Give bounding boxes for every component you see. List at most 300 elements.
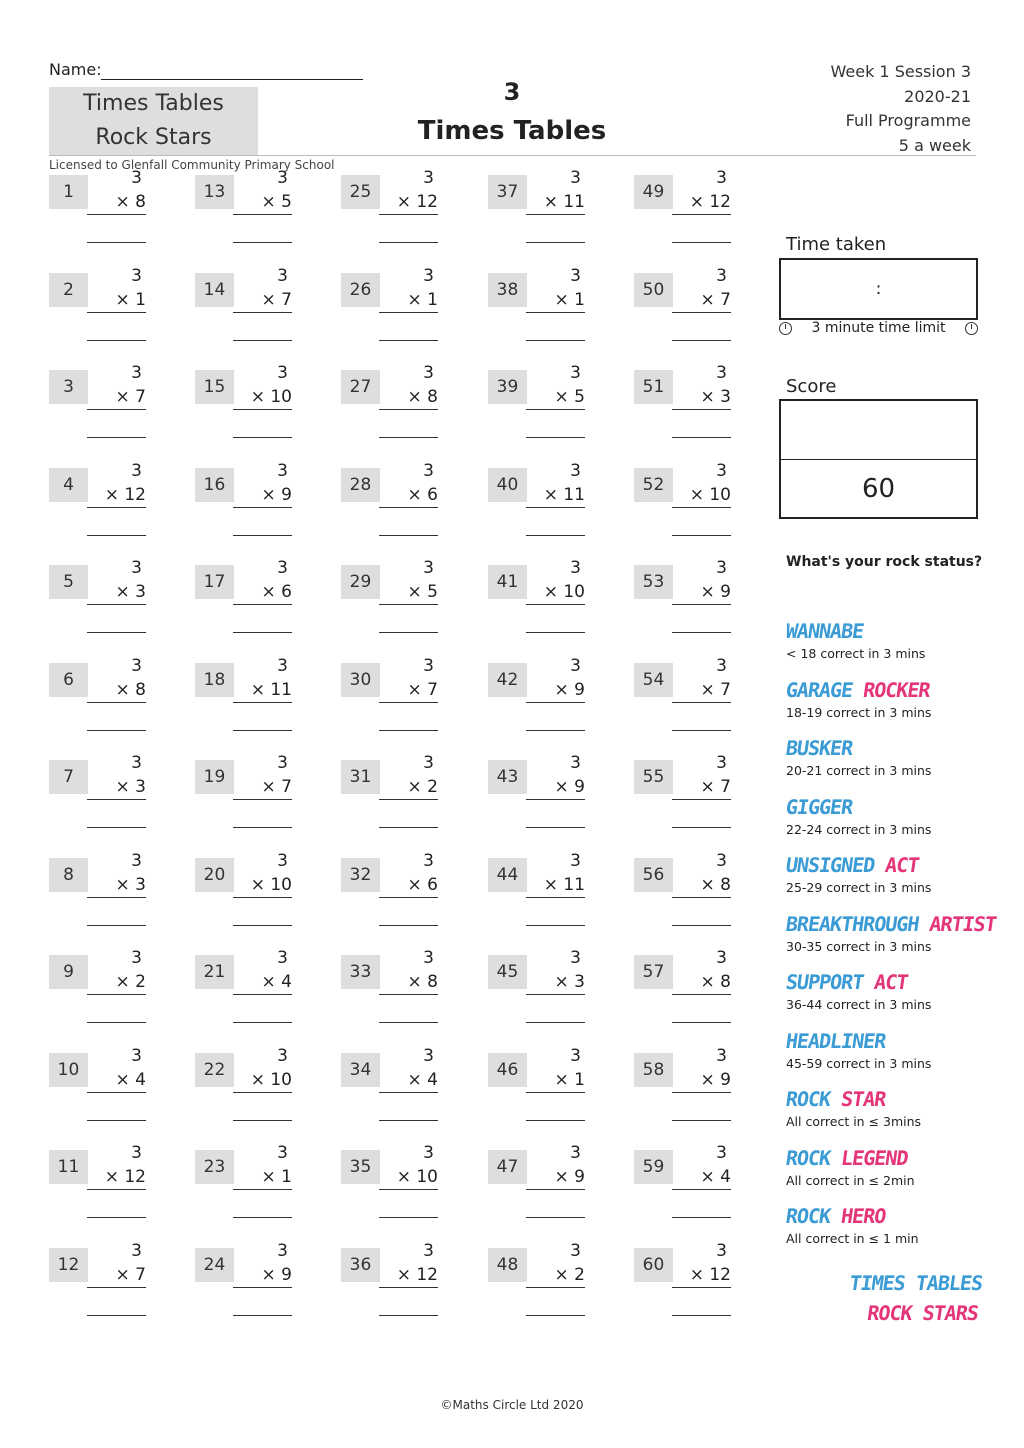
rock-level <box>786 1028 1016 1071</box>
clock-icon <box>779 322 792 335</box>
question-multiplicand: 3 <box>570 363 581 383</box>
question-multiplicand: 3 <box>570 558 581 578</box>
answer-field[interactable] <box>87 340 146 341</box>
question-item <box>49 850 159 938</box>
question-multiplier: × 1 <box>526 1070 585 1093</box>
answer-field[interactable] <box>233 437 292 438</box>
answer-field[interactable] <box>379 632 438 633</box>
answer-field[interactable] <box>672 437 731 438</box>
question-multiplier: × 5 <box>379 582 438 605</box>
level-title <box>784 677 1018 703</box>
question-item <box>49 265 159 353</box>
answer-field[interactable] <box>87 1120 146 1121</box>
question-number: 6 <box>49 663 88 697</box>
question-multiplicand: 3 <box>570 1045 581 1066</box>
question-multiplicand: 3 <box>570 168 581 188</box>
question-multiplicand: 3 <box>131 655 142 676</box>
answer-field[interactable] <box>87 437 146 438</box>
question-multiplier: × 12 <box>379 1265 438 1288</box>
level-title-part: ROCK <box>784 1204 843 1228</box>
question-multiplicand: 3 <box>423 168 434 188</box>
question-multiplicand: 3 <box>131 558 142 578</box>
time-limit <box>779 320 978 336</box>
question-item <box>49 655 159 743</box>
question-multiplier: × 10 <box>233 875 292 898</box>
answer-field[interactable] <box>526 1217 585 1218</box>
question-multiplier: × 7 <box>672 777 731 800</box>
header-divider <box>49 155 976 156</box>
rock-level <box>786 852 1016 895</box>
question-number: 39 <box>488 370 527 404</box>
question-multiplicand: 3 <box>570 1240 581 1261</box>
level-description: 22-24 correct in 3 mins <box>786 821 932 837</box>
rock-level <box>786 1203 1016 1246</box>
question-number: 1 <box>49 175 88 209</box>
question-number: 37 <box>488 175 527 209</box>
answer-field[interactable] <box>379 1120 438 1121</box>
question-item <box>634 1143 744 1230</box>
question-item <box>341 655 451 743</box>
question-item <box>195 850 305 938</box>
question-multiplicand: 3 <box>131 363 142 383</box>
question-multiplicand: 3 <box>277 753 288 773</box>
level-description: All correct in ≤ 1 min <box>786 1231 919 1246</box>
question-item <box>634 753 744 840</box>
question-multiplicand: 3 <box>716 460 727 481</box>
answer-field[interactable] <box>379 1217 438 1218</box>
question-number: 5 <box>49 565 88 599</box>
answer-field[interactable] <box>672 827 731 828</box>
question-multiplier: × 3 <box>672 387 731 410</box>
question-multiplier: × 8 <box>87 680 146 703</box>
question-item <box>341 1143 451 1230</box>
question-item <box>634 558 744 645</box>
answer-field[interactable] <box>672 242 731 243</box>
level-description: 20-21 correct in 3 mins <box>786 763 932 778</box>
question-number: 56 <box>634 858 673 892</box>
answer-field[interactable] <box>672 925 731 926</box>
brand-line-1: Times Tables <box>83 91 224 116</box>
question-multiplier: × 8 <box>87 192 146 215</box>
question-multiplicand: 3 <box>131 850 142 871</box>
question-multiplicand: 3 <box>131 460 142 481</box>
question-multiplier: × 7 <box>87 387 146 410</box>
question-item <box>195 265 305 353</box>
name-field[interactable] <box>101 79 363 80</box>
level-title-part: SUPPORT <box>784 970 877 994</box>
question-multiplier: × 10 <box>526 582 585 605</box>
question-multiplier: × 12 <box>672 192 731 215</box>
question-number: 16 <box>195 468 234 502</box>
question-multiplier: × 2 <box>526 1265 585 1288</box>
answer-field[interactable] <box>379 340 438 341</box>
question-multiplier: × 9 <box>233 1265 292 1288</box>
answer-field[interactable] <box>672 1217 731 1218</box>
question-multiplicand: 3 <box>131 753 142 773</box>
level-title-part: HEADLINER <box>784 1028 888 1053</box>
question-multiplier: × 7 <box>672 680 731 703</box>
question-item <box>195 753 305 840</box>
question-item <box>634 460 744 548</box>
answer-field[interactable] <box>87 925 146 926</box>
question-number: 22 <box>195 1053 234 1087</box>
level-description: All correct in ≤ 2min <box>786 1172 915 1188</box>
level-title <box>784 852 1018 878</box>
question-multiplicand: 3 <box>131 168 142 188</box>
question-multiplier: × 1 <box>526 290 585 313</box>
answer-field[interactable] <box>526 827 585 828</box>
question-item <box>634 948 744 1035</box>
question-item <box>488 1045 598 1133</box>
question-number: 53 <box>634 565 673 599</box>
question-item <box>195 1045 305 1133</box>
question-number: 9 <box>49 955 88 989</box>
question-number: 20 <box>195 858 234 892</box>
question-item <box>195 558 305 645</box>
answer-field[interactable] <box>526 1315 585 1316</box>
question-multiplicand: 3 <box>423 363 434 383</box>
answer-field[interactable] <box>672 632 731 633</box>
question-multiplicand: 3 <box>716 1240 727 1261</box>
question-item <box>195 655 305 743</box>
answer-field[interactable] <box>233 1315 292 1316</box>
logo-line-2: ROCK STARS <box>865 1301 980 1325</box>
answer-field[interactable] <box>233 1022 292 1023</box>
answer-field[interactable] <box>87 827 146 828</box>
question-item <box>341 850 451 938</box>
answer-field[interactable] <box>379 827 438 828</box>
question-multiplier: × 9 <box>672 1070 731 1093</box>
question-multiplicand: 3 <box>570 1143 581 1163</box>
question-number: 15 <box>195 370 234 404</box>
question-item <box>634 850 744 938</box>
frequency: 5 a week <box>898 135 971 155</box>
question-multiplicand: 3 <box>716 265 727 286</box>
level-title <box>784 969 1018 995</box>
question-item <box>341 460 451 548</box>
question-multiplicand: 3 <box>277 558 288 578</box>
question-number: 13 <box>195 175 234 209</box>
question-multiplicand: 3 <box>131 1045 142 1066</box>
answer-field[interactable] <box>233 340 292 341</box>
answer-field[interactable] <box>87 1217 146 1218</box>
question-multiplicand: 3 <box>277 1045 288 1066</box>
question-item <box>49 1240 159 1328</box>
question-multiplicand: 3 <box>716 655 727 676</box>
question-number: 14 <box>195 273 234 307</box>
level-title-part: BUSKER <box>784 736 854 760</box>
question-multiplier: × 10 <box>233 387 292 410</box>
question-multiplier: × 11 <box>233 680 292 703</box>
copyright: ©Maths Circle Ltd 2020 <box>440 1398 584 1412</box>
answer-field[interactable] <box>87 535 146 536</box>
name-label: Name: <box>49 60 102 79</box>
question-number: 23 <box>195 1150 234 1184</box>
question-multiplier: × 3 <box>87 777 146 800</box>
answer-field[interactable] <box>233 1120 292 1121</box>
rock-level <box>786 735 1016 778</box>
answer-field[interactable] <box>526 437 585 438</box>
question-number: 52 <box>634 468 673 502</box>
level-description: 30-35 correct in 3 mins <box>786 938 932 954</box>
question-multiplicand: 3 <box>716 363 727 383</box>
question-item <box>195 1143 305 1230</box>
question-number: 29 <box>341 565 380 599</box>
level-title-part: ARTIST <box>927 911 998 936</box>
level-title <box>784 911 1018 937</box>
question-item <box>341 753 451 840</box>
question-number: 31 <box>341 760 380 794</box>
question-number: 19 <box>195 760 234 794</box>
time-limit-text: 3 minute time limit <box>811 320 946 336</box>
question-multiplicand: 3 <box>423 850 434 871</box>
question-item <box>195 460 305 548</box>
question-item <box>49 753 159 840</box>
rock-level <box>786 969 1016 1012</box>
answer-field[interactable] <box>672 340 731 341</box>
rock-level <box>786 911 1016 954</box>
logo-line-1: TIMES TABLES <box>847 1271 984 1295</box>
question-number: 24 <box>195 1248 234 1282</box>
week-session: Week 1 Session 3 <box>830 62 971 81</box>
answer-field[interactable] <box>526 340 585 341</box>
level-title-part: ROCK <box>784 1087 843 1111</box>
question-multiplier: × 1 <box>233 1167 292 1190</box>
question-multiplier: × 8 <box>672 875 731 898</box>
level-description: 25-29 correct in 3 mins <box>786 880 932 895</box>
question-number: 27 <box>341 370 380 404</box>
question-multiplicand: 3 <box>423 558 434 578</box>
answer-field[interactable] <box>526 242 585 243</box>
table-number: 3 <box>503 78 521 106</box>
level-title-part: ACT <box>883 853 921 877</box>
question-number: 28 <box>341 468 380 502</box>
clock-icon <box>965 322 978 335</box>
question-multiplicand: 3 <box>423 655 434 676</box>
level-title-part: STAR <box>839 1087 888 1111</box>
answer-field[interactable] <box>379 242 438 243</box>
question-number: 17 <box>195 565 234 599</box>
question-multiplier: × 9 <box>526 1167 585 1190</box>
question-multiplicand: 3 <box>131 1143 142 1163</box>
answer-field[interactable] <box>526 730 585 731</box>
question-multiplier: × 7 <box>233 777 292 800</box>
session-info <box>831 60 972 158</box>
question-multiplicand: 3 <box>423 948 434 968</box>
question-multiplier: × 11 <box>526 485 585 508</box>
question-item <box>341 363 451 450</box>
question-item <box>341 948 451 1035</box>
question-item <box>195 363 305 450</box>
question-multiplier: × 12 <box>87 485 146 508</box>
question-item <box>341 1045 451 1133</box>
level-title <box>784 1028 1018 1054</box>
answer-field[interactable] <box>87 242 146 243</box>
answer-field[interactable] <box>87 730 146 731</box>
answer-field[interactable] <box>233 925 292 926</box>
question-multiplier: × 12 <box>87 1167 146 1190</box>
question-multiplier: × 9 <box>233 485 292 508</box>
question-item <box>634 1045 744 1133</box>
question-item <box>634 363 744 450</box>
level-title-part: LEGEND <box>839 1145 910 1170</box>
question-multiplicand: 3 <box>716 1045 727 1066</box>
question-item <box>488 850 598 938</box>
level-title-part: BREAKTHROUGH <box>784 911 932 936</box>
question-number: 47 <box>488 1150 527 1184</box>
answer-field[interactable] <box>379 437 438 438</box>
answer-field[interactable] <box>87 1315 146 1316</box>
question-multiplier: × 4 <box>672 1167 731 1190</box>
question-multiplier: × 5 <box>233 192 292 215</box>
question-number: 44 <box>488 858 527 892</box>
question-multiplicand: 3 <box>423 1240 434 1261</box>
question-multiplier: × 10 <box>379 1167 438 1190</box>
level-description: < 18 correct in 3 mins <box>786 646 926 661</box>
score-total: 60 <box>861 474 896 504</box>
answer-field[interactable] <box>233 1217 292 1218</box>
rock-status-question: What's your rock status? <box>786 554 983 570</box>
question-number: 4 <box>49 468 88 502</box>
time-taken-label: Time taken <box>786 234 887 255</box>
question-multiplicand: 3 <box>570 655 581 676</box>
brand-logo <box>836 1268 984 1328</box>
answer-field[interactable] <box>233 632 292 633</box>
answer-field[interactable] <box>233 827 292 828</box>
question-multiplier: × 3 <box>87 582 146 605</box>
answer-field[interactable] <box>672 1120 731 1121</box>
answer-field[interactable] <box>526 632 585 633</box>
level-title-part: ROCKER <box>861 677 932 702</box>
question-multiplier: × 2 <box>379 777 438 800</box>
question-multiplier: × 6 <box>233 582 292 605</box>
question-item <box>49 948 159 1035</box>
time-taken-box[interactable] <box>779 258 978 320</box>
question-multiplier: × 6 <box>379 485 438 508</box>
question-number: 55 <box>634 760 673 794</box>
question-multiplier: × 11 <box>526 192 585 215</box>
question-multiplier: × 8 <box>379 972 438 995</box>
question-item <box>488 948 598 1035</box>
answer-field[interactable] <box>672 1315 731 1316</box>
question-item <box>195 1240 305 1328</box>
question-item <box>195 168 305 255</box>
rock-level <box>786 677 1016 720</box>
question-number: 48 <box>488 1248 527 1282</box>
question-number: 40 <box>488 468 527 502</box>
level-title-part: WANNABE <box>784 619 865 643</box>
question-multiplicand: 3 <box>423 753 434 773</box>
answer-field[interactable] <box>379 535 438 536</box>
question-multiplier: × 4 <box>87 1070 146 1093</box>
question-item <box>49 1143 159 1230</box>
answer-field[interactable] <box>233 242 292 243</box>
answer-field[interactable] <box>379 1022 438 1023</box>
question-multiplier: × 3 <box>87 875 146 898</box>
level-description: 45-59 correct in 3 mins <box>786 1055 932 1071</box>
answer-field[interactable] <box>379 925 438 926</box>
question-item <box>634 168 744 255</box>
question-item <box>488 655 598 743</box>
question-number: 43 <box>488 760 527 794</box>
answer-field[interactable] <box>233 535 292 536</box>
question-number: 51 <box>634 370 673 404</box>
score-label: Score <box>786 376 837 397</box>
question-number: 3 <box>49 370 88 404</box>
score-divider <box>781 459 976 460</box>
question-number: 26 <box>341 273 380 307</box>
answer-field[interactable] <box>526 535 585 536</box>
question-multiplier: × 9 <box>672 582 731 605</box>
level-title <box>784 1145 1018 1171</box>
answer-field[interactable] <box>87 632 146 633</box>
question-number: 57 <box>634 955 673 989</box>
level-title-part: ROCK <box>784 1145 843 1170</box>
question-multiplier: × 8 <box>672 972 731 995</box>
question-multiplier: × 3 <box>526 972 585 995</box>
question-item <box>195 948 305 1035</box>
question-item <box>634 1240 744 1328</box>
answer-field[interactable] <box>526 1022 585 1023</box>
question-number: 46 <box>488 1053 527 1087</box>
answer-field[interactable] <box>672 1022 731 1023</box>
question-number: 8 <box>49 858 88 892</box>
question-multiplicand: 3 <box>277 655 288 676</box>
question-number: 34 <box>341 1053 380 1087</box>
answer-field[interactable] <box>379 730 438 731</box>
question-multiplicand: 3 <box>570 460 581 481</box>
question-number: 2 <box>49 273 88 307</box>
question-multiplier: × 2 <box>87 972 146 995</box>
question-number: 33 <box>341 955 380 989</box>
question-multiplier: × 8 <box>379 387 438 410</box>
answer-field[interactable] <box>379 1315 438 1316</box>
answer-field[interactable] <box>672 535 731 536</box>
score-box[interactable] <box>779 399 978 519</box>
question-multiplicand: 3 <box>423 460 434 481</box>
answer-field[interactable] <box>526 925 585 926</box>
question-multiplier: × 1 <box>379 290 438 313</box>
answer-field[interactable] <box>233 730 292 731</box>
level-title <box>784 618 1018 644</box>
question-item <box>341 168 451 255</box>
question-multiplier: × 7 <box>87 1265 146 1288</box>
answer-field[interactable] <box>87 1022 146 1023</box>
question-multiplicand: 3 <box>716 1143 727 1163</box>
question-multiplicand: 3 <box>131 948 142 968</box>
level-title <box>784 735 1018 761</box>
level-title <box>784 794 1018 820</box>
question-number: 32 <box>341 858 380 892</box>
question-number: 36 <box>341 1248 380 1282</box>
answer-field[interactable] <box>672 730 731 731</box>
rock-level <box>786 618 1016 661</box>
question-multiplicand: 3 <box>716 948 727 968</box>
question-multiplicand: 3 <box>716 168 727 188</box>
question-item <box>341 1240 451 1328</box>
brand-line-2: Rock Stars <box>95 125 212 150</box>
question-multiplier: × 11 <box>526 875 585 898</box>
question-multiplier: × 10 <box>672 485 731 508</box>
question-number: 7 <box>49 760 88 794</box>
question-multiplicand: 3 <box>570 753 581 773</box>
question-item <box>488 558 598 645</box>
question-multiplicand: 3 <box>277 265 288 286</box>
question-multiplicand: 3 <box>131 1240 142 1261</box>
answer-field[interactable] <box>526 1120 585 1121</box>
question-number: 30 <box>341 663 380 697</box>
level-title-part: ACT <box>872 970 910 994</box>
